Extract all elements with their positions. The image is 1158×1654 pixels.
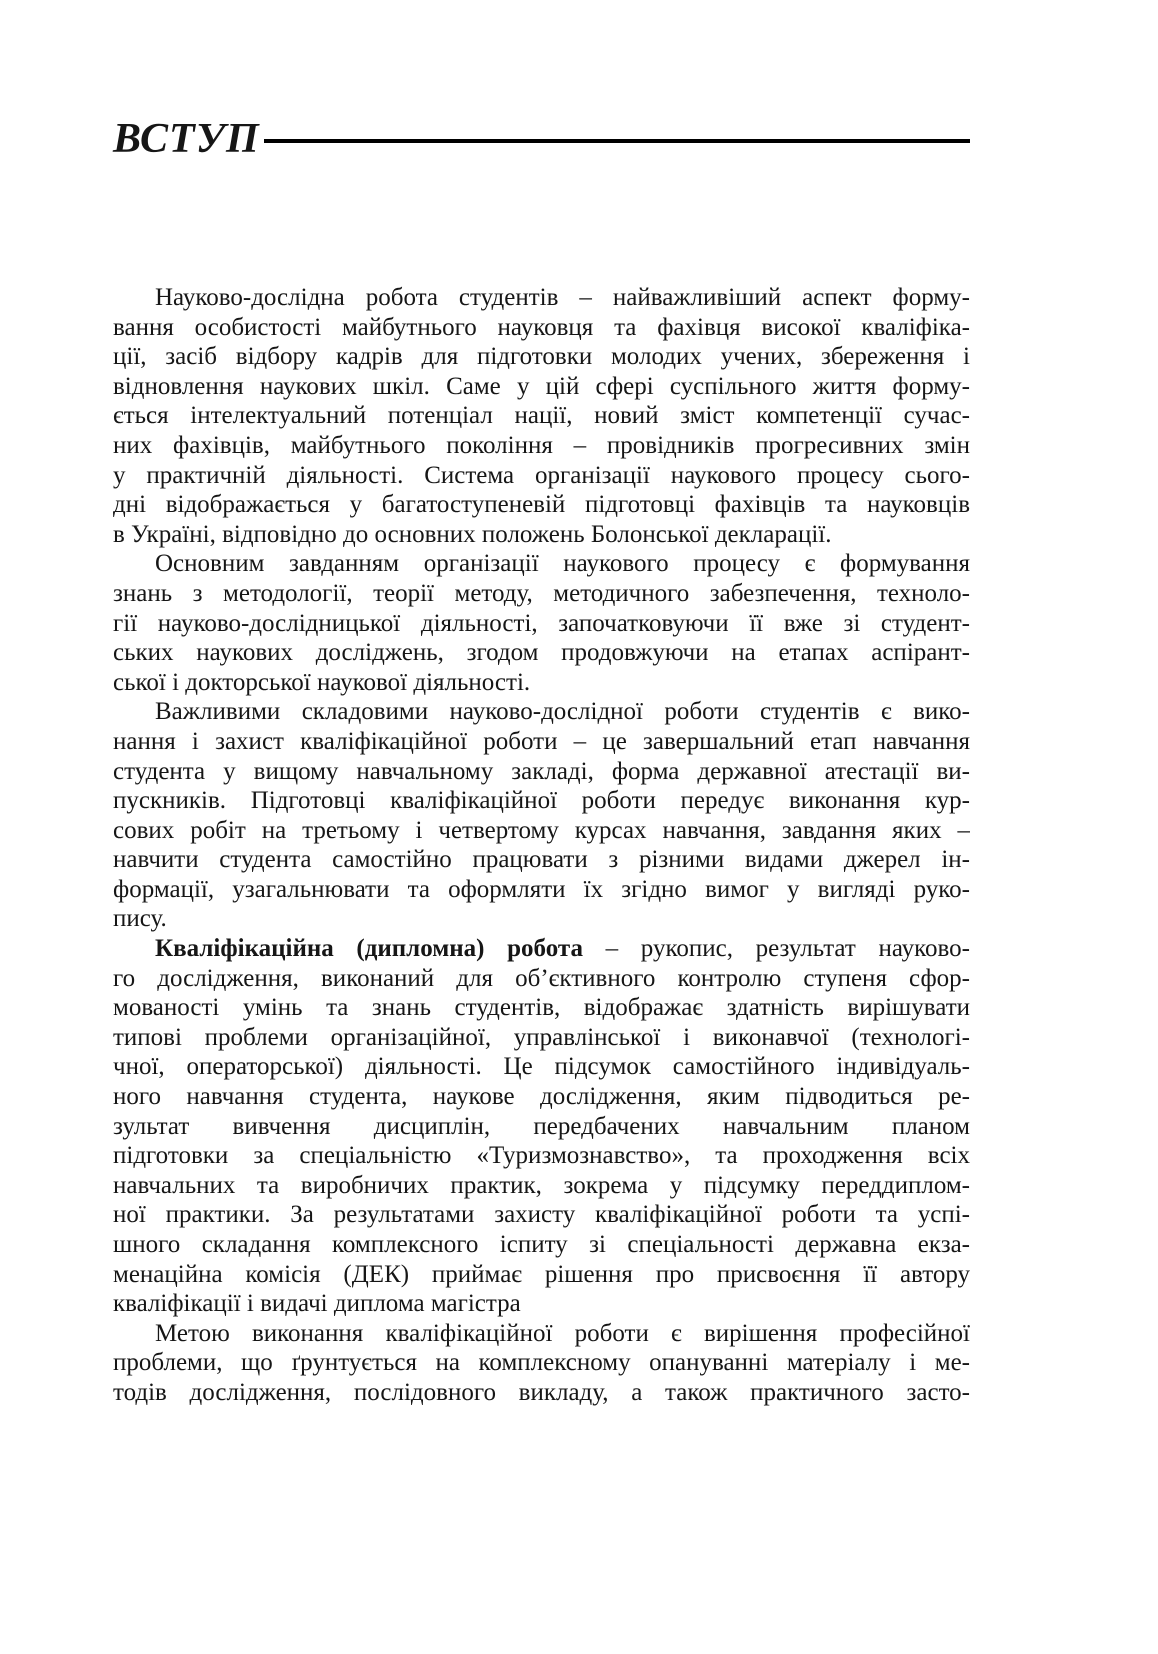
text-line: ських наукових досліджень, згодом продовжуючи на етапах аспірант- <box>113 639 970 667</box>
text-line: тодів дослідження, послідовного викладу, а також практичного засто- <box>113 1378 970 1406</box>
body-text <box>113 283 970 1408</box>
text-line: кваліфікації і видачі диплома магістра <box>113 1290 521 1318</box>
text-line: типові проблеми організаційної, управлінської і виконавчої (технологі- <box>113 1023 970 1051</box>
text-line: менаційна комісія (ДЕК) приймає рішення про присвоєння її автору <box>113 1260 970 1288</box>
text-line: вання особистості майбутнього науковця та фахівця високої кваліфіка- <box>113 313 970 341</box>
text-line: мованості умінь та знань студентів, відображає здатність вирішувати <box>113 994 970 1022</box>
text-line: нання і захист кваліфікаційної роботи – це завершальний етап навчання <box>113 727 970 755</box>
text-line: них фахівців, майбутнього покоління – провідників прогресивних змін <box>113 431 970 459</box>
text-line: студента у вищому навчальному закладі, форма державної атестації ви- <box>113 757 970 785</box>
text-line: навчити студента самостійно працювати з різними видами джерел ін- <box>113 846 970 874</box>
text-line: проблеми, що ґрунтується на комплексному опануванні матеріалу і ме- <box>113 1349 970 1377</box>
text-line: ної практики. За результатами захисту кваліфікаційної роботи та успі- <box>113 1201 970 1229</box>
text-line: знань з методології, теорії методу, методичного забезпечення, техноло- <box>113 579 970 607</box>
paragraph <box>113 697 970 934</box>
text-line: підготовки за спеціальністю «Туризмознавство», та проходження всіх <box>113 1142 970 1170</box>
heading-rule <box>264 139 970 143</box>
text-line: пису. <box>113 905 167 933</box>
text-line: відновлення наукових шкіл. Саме у цій сфері суспільного життя форму- <box>113 372 970 400</box>
text-line: зультат вивчення дисциплін, передбачених навчальним планом <box>113 1112 970 1140</box>
text-line: го дослідження, виконаний для об’єктивного контролю ступеня сфор- <box>113 964 970 992</box>
text-line <box>113 934 970 964</box>
paragraph <box>113 934 970 1319</box>
text-line: шного складання комплексного іспиту зі спеціальності державна екза- <box>113 1231 970 1258</box>
paragraph <box>113 283 970 549</box>
text-line: чної, операторської) діяльності. Це підсумок самостійного індивідуаль- <box>113 1053 970 1081</box>
text-line: пускників. Підготовці кваліфікаційної роботи передує виконання кур- <box>113 787 970 815</box>
text-line: Основним завданням організації наукового процесу є формування <box>155 550 970 578</box>
text-line: навчальних та виробничих практик, зокрема у підсумку переддиплом- <box>113 1171 970 1199</box>
page-title: ВСТУП <box>113 116 260 162</box>
paragraph <box>113 1319 970 1408</box>
paragraph <box>113 549 970 697</box>
text-line: у практичній діяльності. Система організації наукового процесу сього- <box>113 461 970 489</box>
heading-row <box>113 116 970 162</box>
text-line: ється інтелектуальний потенціал нації, новий зміст компетенції сучас- <box>113 402 970 430</box>
text-line: Науково-дослідна робота студентів – найважливіший аспект форму- <box>155 284 970 311</box>
text-line: Важливими складовими науково-дослідної роботи студентів є вико- <box>155 698 970 726</box>
text-line: ного навчання студента, наукове дослідження, яким підводиться ре- <box>113 1083 970 1111</box>
text-line: сових робіт на третьому і четвертому курсах навчання, завдання яких – <box>113 816 970 844</box>
text-line: гії науково-дослідницької діяльності, започатковуючи її вже зі студент- <box>113 609 970 637</box>
text-line: Метою виконання кваліфікаційної роботи є вирішення професійної <box>155 1319 970 1347</box>
text-line: дні відображається у багатоступеневій підготовці фахівців та науковців <box>113 491 970 519</box>
text-line: ської і докторської наукової діяльності. <box>113 668 531 696</box>
text-line: ції, засіб відбору кадрів для підготовки молодих учених, збереження і <box>113 343 970 371</box>
lead-rest: – рукопис, результат науково- <box>582 935 970 963</box>
text-line: в Україні, відповідно до основних положень Болонської декларації. <box>113 520 832 548</box>
bold-lead: Кваліфікаційна (дипломна) робота <box>155 935 583 963</box>
text-line: формації, узагальнювати та оформляти їх згідно вимог у вигляді руко- <box>113 875 970 903</box>
